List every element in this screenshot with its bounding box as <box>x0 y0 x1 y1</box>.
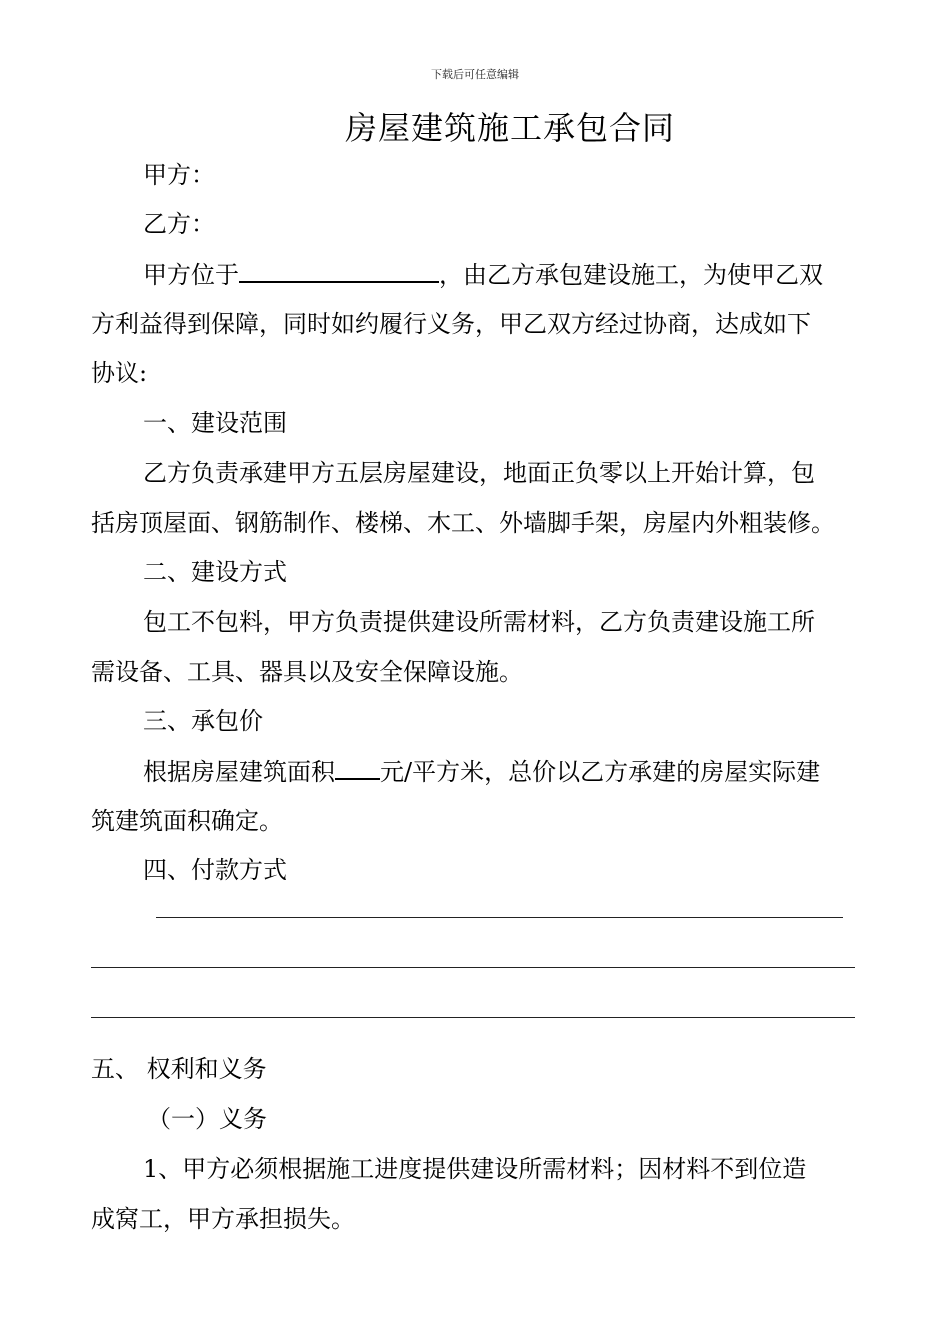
section-2-line-1: 包工不包料，甲方负责提供建设所需材料，乙方负责建设施工所 <box>143 608 815 636</box>
section-5-heading: 五、 权利和义务 <box>91 1055 267 1083</box>
party-a-label: 甲方： <box>143 161 215 189</box>
price-blank <box>335 756 380 780</box>
header-note: 下载后可任意编辑 <box>431 68 519 81</box>
payment-fill-line-2 <box>91 967 855 968</box>
intro-suffix: ，由乙方承包建设施工，为使甲乙双 <box>439 261 823 289</box>
price-suffix: 元/平方米，总价以乙方承建的房屋实际建 <box>380 758 821 786</box>
section-1-heading: 一、建设范围 <box>143 409 287 437</box>
intro-prefix: 甲方位于 <box>143 261 239 289</box>
section-3-heading: 三、承包价 <box>143 707 263 735</box>
document-title: 房屋建筑施工承包合同 <box>344 109 675 147</box>
section-5-subheading: （一）义务 <box>147 1105 267 1133</box>
payment-fill-line-1 <box>156 917 843 918</box>
location-blank <box>239 259 439 283</box>
section-2-line-2: 需设备、工具、器具以及安全保障设施。 <box>91 658 523 686</box>
section-2-heading: 二、建设方式 <box>143 558 287 586</box>
price-prefix: 根据房屋建筑面积 <box>143 758 335 786</box>
section-3-line-2: 筑建筑面积确定。 <box>91 807 283 835</box>
section-5-item-1-line-2: 成窝工，甲方承担损失。 <box>91 1205 355 1233</box>
intro-line-2: 方利益得到保障，同时如约履行义务，甲乙双方经过协商，达成如下 <box>91 310 811 338</box>
section-3-line-1 <box>143 756 820 787</box>
section-5-item-1-line-1: 1、甲方必须根据施工进度提供建设所需材料；因材料不到位造 <box>143 1155 807 1183</box>
section-1-line-2: 括房顶屋面、钢筋制作、楼梯、木工、外墙脚手架，房屋内外粗装修。 <box>91 509 835 537</box>
intro-line-1 <box>143 259 823 290</box>
party-b-label: 乙方： <box>143 210 215 238</box>
intro-line-3: 协议: <box>91 359 148 387</box>
section-4-heading: 四、付款方式 <box>143 856 287 884</box>
payment-fill-line-3 <box>91 1017 855 1018</box>
section-1-line-1: 乙方负责承建甲方五层房屋建设，地面正负零以上开始计算，包 <box>143 459 815 487</box>
